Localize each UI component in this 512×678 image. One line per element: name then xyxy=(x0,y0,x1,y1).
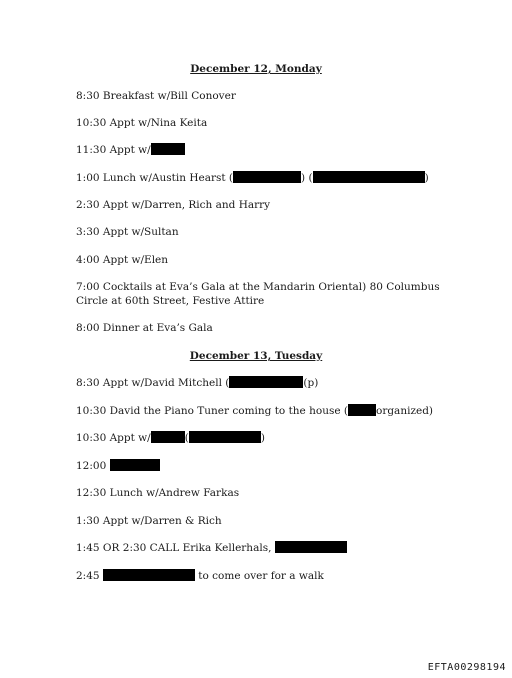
schedule-entry: 8:30 Breakfast w/Bill Conover xyxy=(76,90,236,102)
schedule-entry-continuation: Circle at 60th Street, Festive Attire xyxy=(76,295,265,307)
schedule-entry: 8:00 Dinner at Eva’s Gala xyxy=(76,322,213,334)
schedule-entry: 10:30 Appt w/ ( ) xyxy=(76,432,265,444)
document-id-footer: EFTA00298194 xyxy=(427,662,506,673)
schedule-entry: 4:00 Appt w/Elen xyxy=(76,254,169,266)
redaction-box xyxy=(348,404,376,416)
schedule-entry: 7:00 Cocktails at Eva’s Gala at the Mandarin Oriental) 80 Columbus xyxy=(76,281,440,293)
schedule-entry: 3:30 Appt w/Sultan xyxy=(76,226,179,238)
redaction-box xyxy=(151,431,185,443)
redaction-box xyxy=(103,569,195,581)
redaction-box xyxy=(233,171,301,183)
section-heading-dec-13: December 13, Tuesday xyxy=(189,350,323,362)
schedule-entry: 8:30 Appt w/David Mitchell ( (p) xyxy=(76,377,319,389)
schedule-entry: 12:00 xyxy=(76,459,160,473)
schedule-entry: 1:30 Appt w/Darren & Rich xyxy=(76,515,222,527)
schedule-entry: 10:30 David the Piano Tuner coming to the house ( organized) xyxy=(76,405,434,417)
redaction-box xyxy=(275,541,347,553)
redaction-box xyxy=(110,459,160,471)
schedule-entry: 11:30 Appt w/ xyxy=(76,143,185,157)
schedule-entry: 2:45 to come over for a walk xyxy=(76,570,324,582)
schedule-entry: 12:30 Lunch w/Andrew Farkas xyxy=(76,487,240,499)
schedule-entry: 2:30 Appt w/Darren, Rich and Harry xyxy=(76,199,271,211)
schedule-entry: 10:30 Appt w/Nina Keita xyxy=(76,117,208,129)
schedule-entry: 1:45 OR 2:30 CALL Erika Kellerhals, xyxy=(76,541,347,555)
section-heading-dec-12: December 12, Monday xyxy=(190,63,322,75)
redaction-box xyxy=(313,171,425,183)
redaction-box xyxy=(151,143,185,155)
schedule-entry: 1:00 Lunch w/Austin Hearst ( ) ( ) xyxy=(76,172,429,184)
redaction-box xyxy=(229,376,303,388)
redaction-box xyxy=(189,431,261,443)
